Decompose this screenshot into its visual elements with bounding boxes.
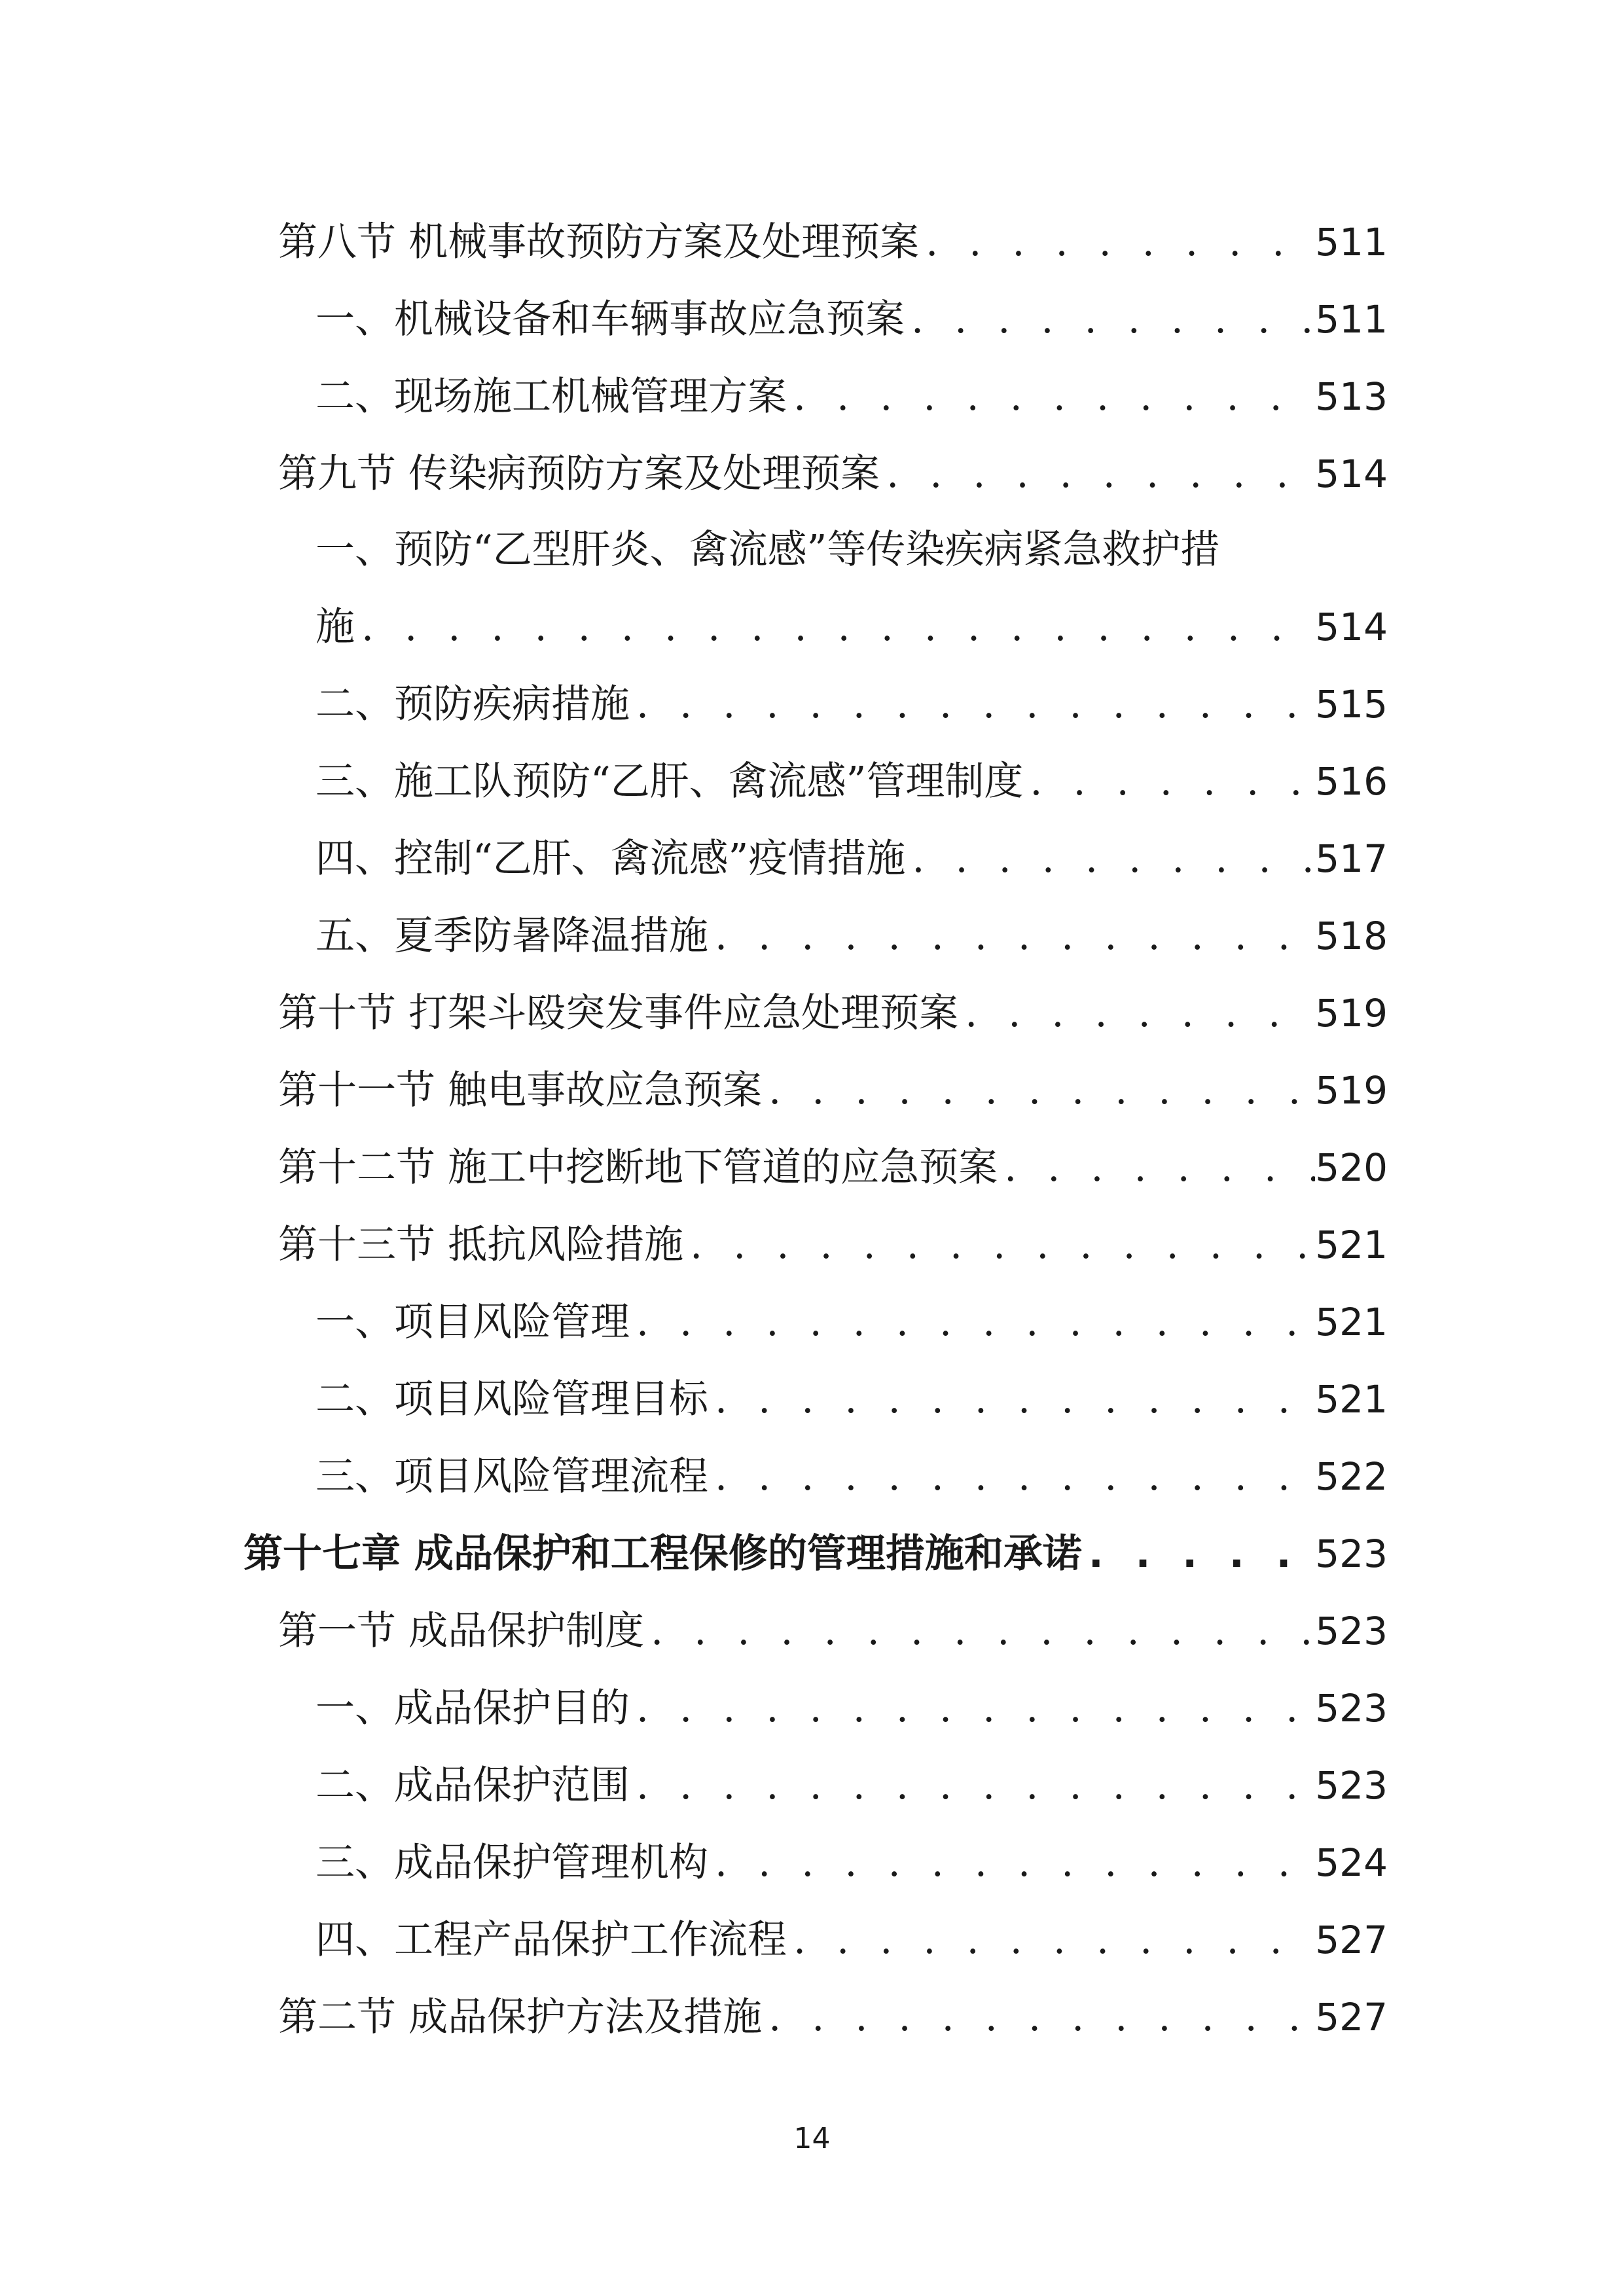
toc-entry-title-line2: 施 (316, 604, 355, 650)
toc-entry-page: 521 (1315, 1223, 1388, 1267)
toc-leader-dots (630, 1682, 1315, 1734)
toc-entry-page: 511 (1315, 297, 1388, 342)
toc-entry[interactable] (316, 1837, 1388, 1889)
toc-leader-dots (919, 216, 1315, 268)
toc-entry-title-line1[interactable]: 一、预防“乙型肝炎、禽流感”等传染疾病紧急救护措 (316, 527, 1220, 573)
toc-leader-dots (905, 833, 1315, 885)
toc-entry-title: 第十七章 成品保护和工程保修的管理措施和承诺 (244, 1531, 1082, 1577)
toc-entry-page: 511 (1315, 220, 1388, 264)
toc-leader-dots (644, 1605, 1315, 1657)
toc-entry-page: 519 (1315, 1068, 1388, 1113)
toc-entry-title: 第十一节 触电事故应急预案 (278, 1067, 763, 1113)
toc-leader-dots (762, 1064, 1315, 1117)
toc-leader-dots (880, 448, 1315, 500)
toc-entry-title: 一、机械设备和车辆事故应急预案 (316, 296, 905, 342)
toc-entry[interactable] (278, 1605, 1388, 1657)
toc-entry[interactable] (316, 833, 1388, 885)
toc-entry-page: 514 (1315, 605, 1388, 649)
toc-entry[interactable] (278, 987, 1388, 1039)
toc-leader-dots (708, 1837, 1315, 1889)
toc-leader-dots (787, 370, 1315, 423)
toc-entry-title: 三、成品保护管理机构 (316, 1840, 708, 1886)
toc-entry-page: 515 (1315, 682, 1388, 726)
toc-leader-dots (630, 678, 1315, 730)
toc-entry-title: 一、成品保护目的 (316, 1685, 630, 1731)
toc-entry-page: 518 (1315, 914, 1388, 958)
page-number: 14 (793, 2122, 831, 2155)
toc-entry-title: 第二节 成品保护方法及措施 (278, 1994, 763, 2040)
toc-entry-page: 519 (1315, 991, 1388, 1035)
toc-entry[interactable] (278, 1219, 1388, 1271)
toc-entry[interactable] (316, 910, 1388, 962)
toc-entry-page: 514 (1315, 452, 1388, 496)
toc-entry-title: 四、控制“乙肝、禽流感”疫情措施 (316, 836, 906, 882)
toc-leader-dots (708, 1450, 1315, 1503)
toc-entry-title: 第八节 机械事故预防方案及处理预案 (278, 219, 920, 265)
toc-entry[interactable] (278, 448, 1388, 500)
toc-entry-title: 三、项目风险管理流程 (316, 1454, 708, 1499)
toc-entry-title: 三、施工队预防“乙肝、禽流感”管理制度 (316, 759, 1024, 804)
toc-entry[interactable] (316, 755, 1388, 808)
toc-entry-title: 第十二节 施工中挖断地下管道的应急预案 (278, 1145, 998, 1191)
toc-leader-dots (998, 1141, 1315, 1194)
toc-entry-page: 523 (1315, 1763, 1388, 1808)
toc-leader-dots (787, 1914, 1315, 1966)
toc-entry[interactable] (316, 1450, 1388, 1503)
toc-entry[interactable] (316, 370, 1388, 423)
toc-entry-title: 二、成品保护范围 (316, 1763, 630, 1808)
toc-entry[interactable] (278, 1991, 1388, 2043)
toc-entry[interactable] (278, 216, 1388, 268)
toc-entry-page: 523 (1315, 1686, 1388, 1731)
toc-entry-page: 521 (1315, 1377, 1388, 1422)
toc-leader-dots (762, 1991, 1315, 2043)
toc-entry-page: 527 (1315, 1918, 1388, 1962)
toc-leader-dots (355, 601, 1315, 653)
toc-entry[interactable] (316, 1759, 1388, 1812)
toc-entry-title: 二、现场施工机械管理方案 (316, 374, 787, 420)
toc-entry[interactable] (316, 1914, 1388, 1966)
toc-leader-dots (683, 1219, 1315, 1271)
toc-entry[interactable] (278, 1141, 1388, 1194)
toc-entry[interactable] (316, 678, 1388, 730)
toc-leader-dots (630, 1759, 1315, 1812)
toc-entry-page: 516 (1315, 759, 1388, 804)
toc-entry-page: 513 (1315, 374, 1388, 419)
toc-entry-page: 527 (1315, 1995, 1388, 2039)
toc-entry-title: 第十三节 抵抗风险措施 (278, 1222, 684, 1268)
toc-leader-dots (905, 293, 1315, 346)
toc-entry[interactable] (316, 1682, 1388, 1734)
toc-entry-page: 522 (1315, 1454, 1388, 1499)
toc-entry-title: 一、项目风险管理 (316, 1299, 630, 1345)
toc-entry-title: 五、夏季防暑降温措施 (316, 913, 708, 959)
toc-entry-page: 520 (1315, 1145, 1388, 1190)
toc-entry[interactable] (316, 293, 1388, 346)
toc-entry-title: 四、工程产品保护工作流程 (316, 1917, 787, 1963)
toc-entry-page: 523 (1315, 1609, 1388, 1653)
toc-entry-title: 第十节 打架斗殴突发事件应急处理预案 (278, 990, 959, 1036)
toc-entry-page: 521 (1315, 1300, 1388, 1344)
toc-entry[interactable] (316, 601, 1388, 653)
toc-leader-dots (630, 1296, 1315, 1348)
toc-entry-page: 517 (1315, 836, 1388, 881)
toc-leader-dots (958, 987, 1315, 1039)
toc-entry[interactable] (316, 1296, 1388, 1348)
toc-entry-title: 第一节 成品保护制度 (278, 1608, 645, 1654)
toc-entry-page: 524 (1315, 1840, 1388, 1885)
toc-leader-dots (708, 1373, 1315, 1426)
toc-leader-dots (1082, 1528, 1315, 1580)
toc-entry[interactable] (278, 1064, 1388, 1117)
toc-entry-title: 二、预防疾病措施 (316, 681, 630, 727)
toc-entry-chapter[interactable] (244, 1528, 1388, 1580)
toc-entry[interactable] (316, 1373, 1388, 1426)
toc-leader-dots (1023, 755, 1315, 808)
toc-entry-title: 第九节 传染病预防方案及处理预案 (278, 451, 880, 497)
toc-entry-title: 二、项目风险管理目标 (316, 1376, 708, 1422)
toc-leader-dots (708, 910, 1315, 962)
toc-entry-page: 523 (1315, 1532, 1388, 1576)
